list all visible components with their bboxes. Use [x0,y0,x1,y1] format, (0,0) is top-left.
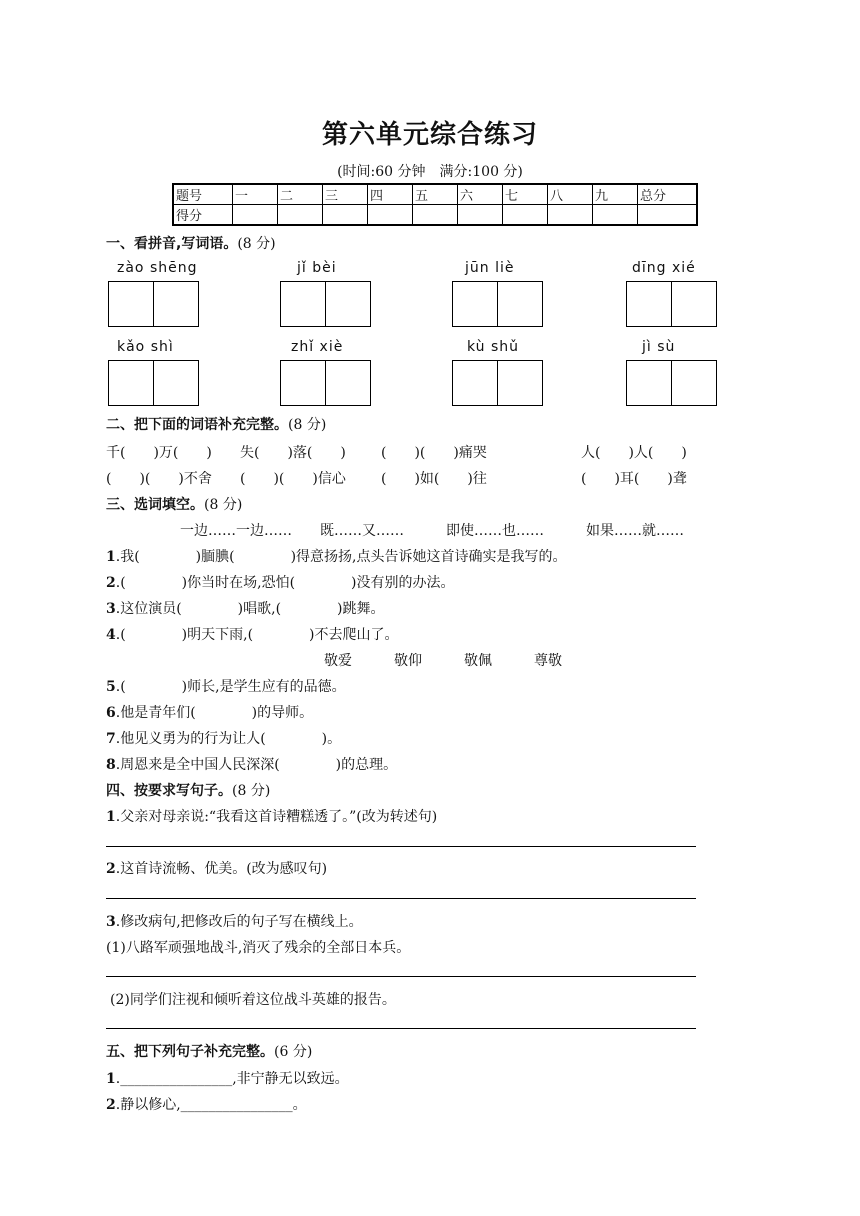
section-5-points: (6 分) [274,1044,313,1060]
sub-question: (2)同学们注视和倾听着这位战斗英雄的报告。 [110,992,396,1008]
score-cell[interactable] [323,205,368,226]
idiom-item: ( )如( )往 [381,471,487,487]
idiom-item: ( )( )不舍 [106,471,212,487]
score-header-row [173,184,697,205]
score-header-cell: 三 [323,184,368,205]
writing-grid[interactable] [626,360,717,406]
pinyin-label: zhǐ xiè [291,339,344,355]
item-text: .父亲对母亲说:“我看这首诗糟糕透了。”(改为转述句) [115,809,438,825]
score-header-cell: 九 [593,184,638,205]
fill-item [106,546,567,566]
pinyin-label: kǎo shì [117,339,174,355]
exam-info: (时间:60 分钟 满分:100 分) [337,164,523,180]
item-number: 1 [106,549,116,565]
score-table [172,183,698,226]
section-4-points: (8 分) [232,783,271,799]
item-text: .他见义勇为的行为让人( )。 [115,731,342,747]
item-number: 3 [106,914,116,930]
section-5-heading [106,1041,312,1061]
fill-item [106,728,341,748]
score-header-cell: 八 [548,184,593,205]
section-2-points: (8 分) [288,417,327,433]
idiom-item: 失( )落( ) [240,445,346,461]
writing-grid[interactable] [452,281,543,327]
score-cell[interactable] [233,205,278,226]
item-text: .________________,非宁静无以致远。 [115,1071,349,1087]
fill-item [106,702,313,722]
answer-line[interactable] [106,1028,696,1029]
idiom-item: 人( )人( ) [581,445,687,461]
item-number: 2 [106,861,116,877]
score-cell[interactable] [548,205,593,226]
writing-grid[interactable] [280,360,371,406]
idiom-item: ( )( )痛哭 [381,445,487,461]
item-number: 6 [106,705,116,721]
section-4-title: 四、按要求写句子。 [106,783,232,799]
score-entry-row [173,205,697,226]
section-2-title: 二、把下面的词语补充完整。 [106,417,288,433]
item-number: 1 [106,809,116,825]
answer-line[interactable] [106,898,696,899]
score-header-cell: 二 [278,184,323,205]
idiom-item: 千( )万( ) [106,445,212,461]
item-text: .静以修心,________________。 [115,1097,307,1113]
completion-item [106,1094,307,1114]
writing-grid[interactable] [280,281,371,327]
idiom-item: ( )( )信心 [240,471,346,487]
score-cell[interactable] [638,205,698,226]
score-cell[interactable] [593,205,638,226]
score-header-cell: 五 [413,184,458,205]
score-header-cell: 七 [503,184,548,205]
section-1-points: (8 分) [237,236,276,252]
fill-item [106,572,455,592]
item-number: 4 [106,627,116,643]
score-cell[interactable] [278,205,323,226]
word-options: 敬爱 敬仰 敬佩 尊敬 [324,653,562,669]
section-3-heading [106,494,242,514]
sentence-question [106,806,437,826]
item-text: .这首诗流畅、优美。(改为感叹句) [115,861,328,877]
pinyin-label: jūn liè [465,260,515,276]
item-text: .修改病句,把修改后的句子写在横线上。 [115,914,363,930]
score-header-cell: 题号 [173,184,233,205]
writing-grid[interactable] [108,360,199,406]
fill-item [106,624,399,644]
score-cell[interactable] [413,205,458,226]
item-number: 2 [106,1097,116,1113]
item-number: 7 [106,731,116,747]
score-header-cell: 六 [458,184,503,205]
fill-item [106,754,397,774]
pinyin-label: zào shēng [117,260,198,276]
section-1-title: 一、看拼音,写词语。 [106,236,238,252]
item-text: .他是青年们( )的导师。 [115,705,314,721]
item-text: .这位演员( )唱歌,( )跳舞。 [115,601,385,617]
item-text: .( )明天下雨,( )不去爬山了。 [115,627,399,643]
fill-item [106,598,385,618]
item-number: 3 [106,601,116,617]
sentence-question [106,911,363,931]
score-header-cell: 一 [233,184,278,205]
score-header-cell: 四 [368,184,413,205]
pinyin-label: dīng xié [632,260,696,276]
writing-grid[interactable] [452,360,543,406]
pinyin-label: jì sù [642,339,676,355]
item-text: .周恩来是全中国人民深深( )的总理。 [115,757,398,773]
pinyin-label: jǐ bèi [297,260,337,276]
pinyin-label: kù shǔ [467,339,520,355]
completion-item [106,1068,349,1088]
word-options: 一边……一边…… 既……又…… 即使……也…… 如果……就…… [180,523,684,539]
section-2-heading [106,414,326,434]
item-text: .( )师长,是学生应有的品德。 [115,679,346,695]
page-title: 第六单元综合练习 [321,120,538,150]
score-cell[interactable] [458,205,503,226]
section-4-heading [106,780,270,800]
section-5-title: 五、把下列句子补充完整。 [106,1044,274,1060]
writing-grid[interactable] [108,281,199,327]
item-number: 2 [106,575,116,591]
answer-line[interactable] [106,976,696,977]
writing-grid[interactable] [626,281,717,327]
section-3-title: 三、选词填空。 [106,497,204,513]
item-text: .( )你当时在场,恐怕( )没有别的办法。 [115,575,455,591]
sub-question: (1)八路军顽强地战斗,消灭了残余的全部日本兵。 [106,940,411,956]
fill-item [106,676,346,696]
sentence-question [106,858,327,878]
score-cell[interactable] [368,205,413,226]
section-1-heading [106,233,276,253]
idiom-item: ( )耳( )聋 [581,471,687,487]
answer-line[interactable] [106,846,696,847]
score-header-cell: 总分 [638,184,698,205]
item-number: 5 [106,679,116,695]
score-cell[interactable] [503,205,548,226]
item-number: 1 [106,1071,116,1087]
score-label-cell: 得分 [173,205,233,226]
item-number: 8 [106,757,116,773]
section-3-points: (8 分) [204,497,243,513]
item-text: .我( )腼腆( )得意扬扬,点头告诉她这首诗确实是我写的。 [115,549,567,565]
